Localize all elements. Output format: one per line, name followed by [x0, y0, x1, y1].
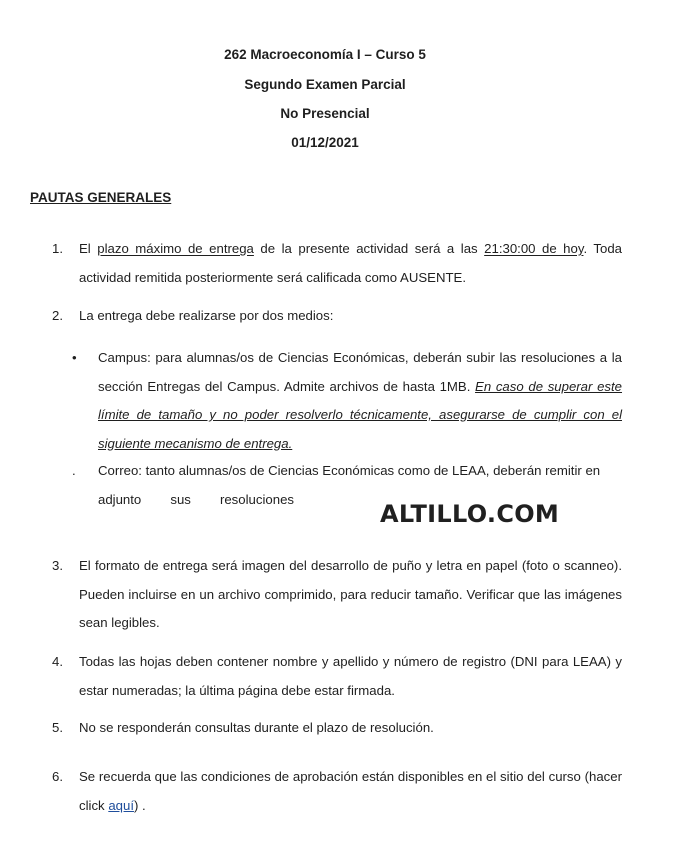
- course-site-link[interactable]: aquí: [108, 797, 134, 813]
- deadline-label: plazo máximo de entrega: [97, 241, 254, 256]
- section-title: PAUTAS GENERALES: [30, 190, 172, 205]
- item-number: 3.: [52, 558, 63, 573]
- exam-date: 01/12/2021: [291, 135, 359, 150]
- course-title: 262 Macroeconomía I – Curso 5: [224, 47, 426, 62]
- item-number: 5.: [52, 720, 63, 735]
- list-item-2: [52, 302, 622, 331]
- item-text: El plazo máximo de entrega de la presente actividad será a las 21:30:00 de hoy. Toda actividad remitida posteriormente será calificada como AUSENTE.: [79, 241, 623, 285]
- item-number: 4.: [52, 654, 63, 669]
- item-text: El formato de entrega será imagen del desarrollo de puño y letra en papel (foto o scanneo). Pueden incluirse en un archivo comprimido, para reducir tamaño. Verificar que las imágenes sean legibles.: [79, 558, 622, 630]
- campus-warning: En caso de superar este límite de tamaño y no poder resolverlo técnicamente, asegurarse de cumplir con el siguiente mecanismo de entrega.: [98, 378, 623, 451]
- bullet-marker: .: [72, 463, 76, 478]
- list-item-6: [52, 763, 622, 820]
- bullet-text: Correo: tanto alumnas/os de Ciencias Económicas como de LEAA, deberán remitir en: [98, 463, 601, 478]
- list-item-1: [52, 235, 622, 292]
- bullet-text-continuation: adjunto sus resoluciones: [98, 491, 294, 507]
- item-number: 2.: [52, 308, 63, 323]
- bullet-campus: [72, 344, 622, 458]
- item-number: 6.: [52, 769, 63, 784]
- bullet-marker: •: [72, 350, 77, 365]
- item-text: La entrega debe realizarse por dos medios:: [79, 308, 334, 323]
- exam-mode: No Presencial: [280, 106, 370, 121]
- list-item-4: [52, 648, 622, 705]
- watermark-logo: ALTILLO.COM: [380, 500, 560, 528]
- deadline-time: 21:30:00 de hoy: [484, 241, 584, 256]
- exam-title: Segundo Examen Parcial: [244, 77, 406, 92]
- item-text: No se responderán consultas durante el plazo de resolución.: [79, 720, 434, 735]
- bullet-text: Campus: para alumnas/os de Ciencias Económicas, deberán subir las resoluciones a la sección Entregas del Campus. Admite archivos de hasta 1MB. En caso de superar este límite de tamaño y no poder resolverlo técnicamente, asegurarse de cumplir con el siguiente mecanismo de entrega.: [98, 350, 623, 451]
- list-item-3: [52, 552, 622, 638]
- item-number: 1.: [52, 241, 63, 256]
- item-text: Todas las hojas deben contener nombre y apellido y número de registro (DNI para LEAA) y estar numeradas; la última página debe estar firmada.: [79, 654, 622, 698]
- item-text: Se recuerda que las condiciones de aprobación están disponibles en el sitio del curso (hacer click aquí) .: [79, 769, 622, 813]
- list-item-5: [52, 714, 622, 743]
